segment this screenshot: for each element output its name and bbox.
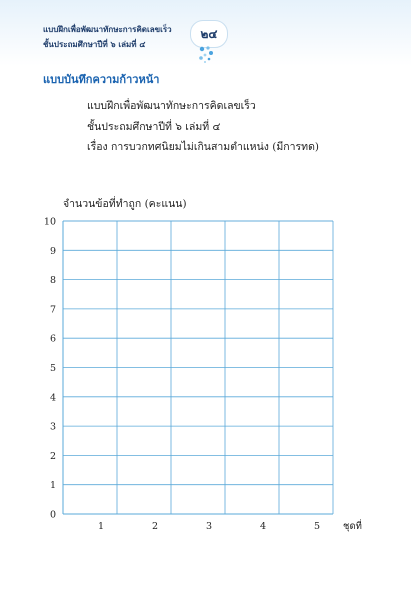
x-tick-label: 4 (259, 521, 267, 532)
y-tick-label: 6 (49, 333, 56, 345)
header-grade-volume: ชั้นประถมศึกษาปีที่ ๖ เล่มที่ ๔ (43, 40, 146, 49)
y-tick-label: 7 (49, 304, 56, 316)
y-tick-label: 2 (49, 450, 56, 462)
y-tick-label: 1 (49, 480, 56, 492)
y-tick-label: 3 (49, 421, 56, 433)
grade-volume: ชั้นประถมศึกษาปีที่ ๖ เล่มที่ ๔ (87, 121, 221, 133)
exercise-book-name: แบบฝึกเพื่อพัฒนาทักษะการคิดเลขเร็ว (87, 100, 256, 112)
y-tick-label: 10 (43, 216, 56, 228)
x-tick-label: 1 (97, 521, 105, 532)
lesson-topic: เรื่อง การบวกทศนิยมไม่เกินสามตำแหน่ง (มีการทด) (87, 141, 319, 153)
x-tick-label: 5 (313, 521, 321, 532)
y-tick-label: 0 (49, 509, 56, 521)
x-tick-label: 3 (205, 521, 213, 532)
x-tick-label: 2 (151, 521, 159, 532)
chart-grid (63, 221, 333, 514)
page-number-badge: ๒๔ (190, 20, 228, 48)
chart-x-ticks (98, 521, 320, 532)
header-book-title: แบบฝึกเพื่อพัฒนาทักษะการคิดเลขเร็ว (43, 25, 172, 34)
chart-y-axis-label: จำนวนข้อที่ทำถูก (คะแนน) (63, 198, 187, 210)
y-tick-label: 4 (49, 392, 56, 404)
chart-x-axis-label: ชุดที่ (343, 521, 362, 532)
y-tick-label: 9 (49, 245, 56, 257)
chart-y-ticks (44, 217, 56, 521)
y-tick-label: 8 (49, 275, 56, 287)
y-tick-label: 5 (49, 363, 56, 374)
page-title: แบบบันทึกความก้าวหน้า (43, 73, 160, 86)
